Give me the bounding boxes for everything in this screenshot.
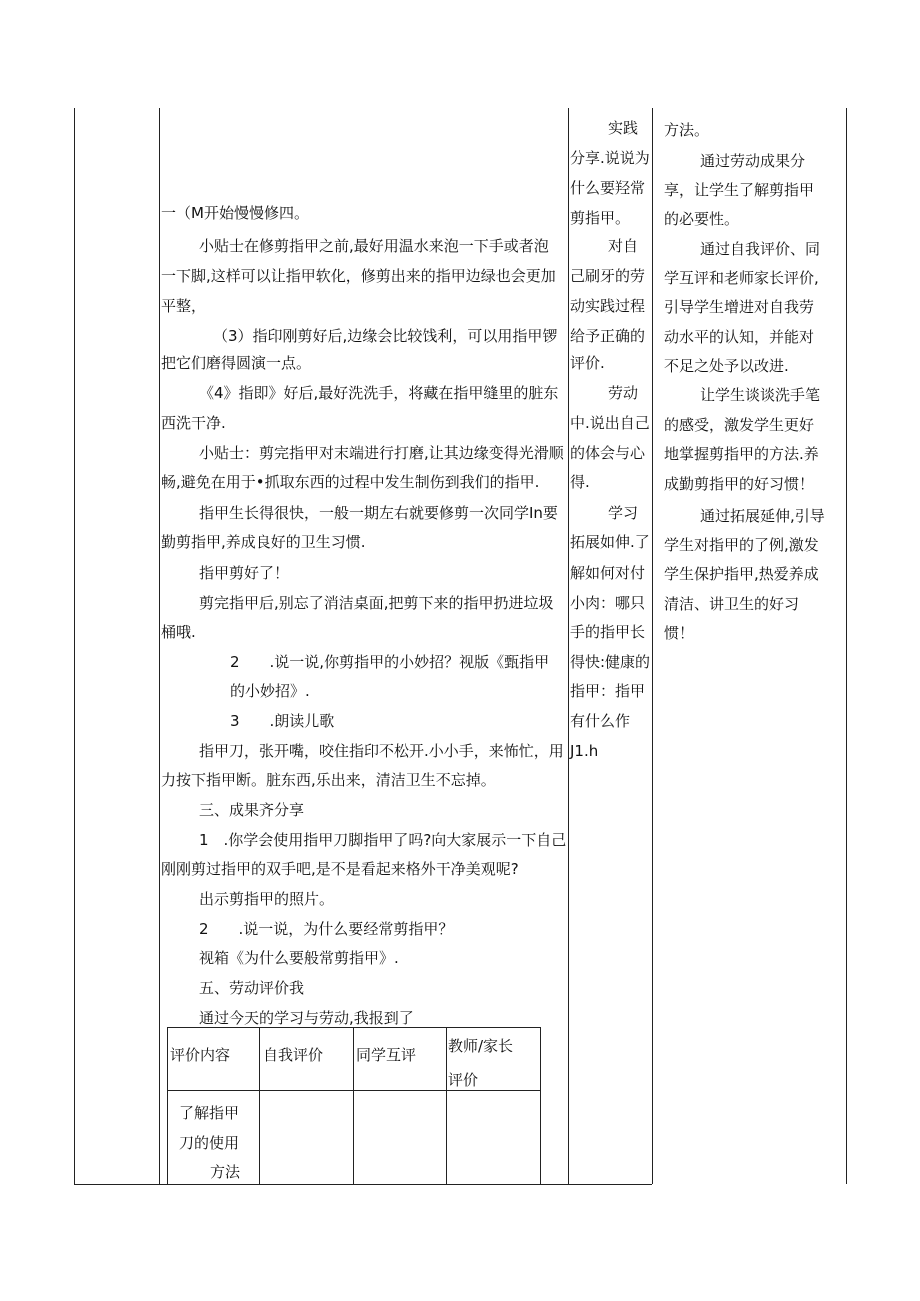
text-line: 学生对指甲的了例,激发 [664, 536, 819, 554]
eval-table-divider [353, 1027, 354, 1184]
text-line: 什么要羟常 [570, 179, 646, 197]
text-line: 视箱《为什么要般常剪指甲》. [199, 949, 399, 967]
text-line: 小肉：哪只 [570, 594, 646, 612]
text-line: 力按下指甲断。脏东西,乐出来，清洁卫生不忘掉。 [161, 771, 496, 789]
text-line: 的体会与心 [570, 444, 646, 462]
eval-row-label: 了解指甲 [179, 1104, 240, 1122]
eval-header-teacher-2: 评价 [448, 1071, 479, 1089]
text-line: 分享.说说为 [570, 149, 650, 167]
table-border-left [74, 108, 75, 1184]
eval-row-label: 方法 [210, 1163, 241, 1181]
text-line: 1 .你学会使用指甲刀脚指甲了吗?向大家展示一下自己 [199, 831, 567, 849]
text-line: 不足之处予以改进. [664, 357, 789, 375]
eval-header-self: 自我评价 [263, 1046, 324, 1064]
text-line: 勤剪指甲,养成良好的卫生习惯. [161, 533, 366, 551]
eval-header-teacher: 教师/家长 [448, 1037, 514, 1055]
text-line: 实践 [608, 119, 639, 137]
text-line: 的感受，激发学生更好 [664, 416, 815, 434]
text-line: 给予正确的 [570, 327, 646, 345]
text-line: 劳动 [608, 384, 639, 402]
eval-table-header-bottom [167, 1090, 541, 1091]
text-line: 指甲剪好了！ [199, 564, 290, 582]
text-line: 平整， [161, 297, 207, 315]
text-line: 五、劳动评价我 [199, 979, 305, 997]
text-line: 动实践过程 [570, 297, 646, 315]
text-line: 动水平的认知，并能对 [664, 328, 815, 346]
text-line: 清洁、讲卫生的好习 [664, 595, 800, 613]
text-line: 评价. [570, 354, 605, 372]
text-line: 享，让学生了解剪指甲 [664, 181, 815, 199]
table-border-right [846, 108, 847, 1184]
text-line: 有什么作 [570, 712, 631, 730]
text-line: 成勤剪指甲的好习惯！ [664, 475, 815, 493]
text-line: 桶哦. [161, 623, 196, 641]
text-line: 剪完指甲后,别忘了消洁桌面,把剪下来的指甲扔进垃圾 [199, 594, 554, 612]
text-line: 对自 [608, 237, 639, 255]
text-line: 一（M开始慢慢修四。 [161, 204, 309, 222]
eval-header-content: 评价内容 [170, 1046, 231, 1064]
table-divider-3 [652, 108, 653, 1184]
text-line: 《4》指即》好后,最好洗洗手，将藏在指甲缝里的脏东 [199, 384, 559, 402]
text-line: 2 .说一说,你剪指甲的小妙招？视版《甄指甲 [230, 653, 550, 671]
text-line: 剪指甲。 [570, 209, 631, 227]
text-line: 指甲生长得很快，一般一期左右就要修剪一次同学In要 [199, 504, 558, 522]
eval-table-divider [446, 1027, 447, 1184]
eval-table-top [167, 1027, 541, 1028]
text-line: 得快:健康的 [570, 653, 651, 671]
text-line: （3）指印刚剪好后,边缘会比较饯利，可以用指甲锣 [213, 327, 558, 345]
eval-table-divider [259, 1027, 260, 1184]
text-line: 的必要性。 [664, 210, 740, 228]
text-line: 学互评和老师家长评价, [664, 269, 819, 287]
text-line: 通过劳动成果分 [700, 152, 806, 170]
eval-table-right [540, 1027, 541, 1184]
text-line: 得. [570, 473, 590, 491]
text-line: 学生保护指甲,热爱养成 [664, 565, 819, 583]
text-line: 指甲刀，张开嘴，咬住指印不松开.小小手，来怖忙，用 [199, 742, 564, 760]
text-line: 小贴士：剪完指甲对末端进行打磨,让其边缘变得光滑顺 [199, 444, 564, 462]
text-line: 手的指甲长 [570, 623, 646, 641]
text-line: 引导学生增进对自我劳 [664, 298, 815, 316]
eval-table-left [167, 1027, 168, 1184]
text-line: 方法。 [664, 121, 710, 139]
text-line: 三、成果齐分享 [199, 801, 305, 819]
text-line: 畅,避免在用于•抓取东西的过程中发生制伤到我们的指甲. [161, 473, 540, 491]
text-line: 学习 [608, 504, 639, 522]
text-line: 己刷牙的劳 [570, 267, 646, 285]
table-border-bottom [74, 1184, 652, 1185]
text-line: 刚刚剪过指甲的双手吧,是不是看起来格外干净美观呢? [161, 860, 519, 878]
text-line: 3 .朗读儿歌 [230, 712, 335, 730]
text-line: 小贴士在修剪指甲之前,最好用温水来泡一下手或者泡 [199, 237, 549, 255]
text-line: 一下脚,这样可以让指甲软化，修剪出来的指甲边绿也会更加 [161, 267, 556, 285]
text-line: 2 .说一说，为什么要经常剪指甲？ [199, 920, 454, 938]
text-line: 解如何对付 [570, 564, 646, 582]
text-line: 西洗干净. [161, 414, 226, 432]
table-divider-1 [159, 108, 160, 1184]
text-line: 通过拓展延伸,引导 [700, 507, 825, 525]
text-line: 惯！ [664, 624, 695, 642]
text-line: 通过今天的学习与劳动,我报到了 [199, 1009, 414, 1027]
table-divider-2 [568, 108, 569, 1184]
text-line: 地掌握剪指甲的方法.养 [664, 445, 819, 463]
eval-header-peer: 同学互评 [356, 1046, 417, 1064]
text-line: 通过自我评价、同 [700, 240, 821, 258]
text-line: 拓展如伸.了 [570, 533, 650, 551]
eval-row-label: 刀的使用 [179, 1134, 240, 1152]
text-line: 指甲：指甲 [570, 682, 646, 700]
text-line: 出示剪指甲的照片。 [199, 890, 335, 908]
text-line: J1.h [570, 742, 599, 760]
text-line: 中.说出自己 [570, 414, 650, 432]
text-line: 把它们磨得圆演一点。 [161, 354, 312, 372]
text-line: 让学生谈谈洗手笔 [700, 386, 821, 404]
text-line: 的小妙招》. [230, 682, 310, 700]
